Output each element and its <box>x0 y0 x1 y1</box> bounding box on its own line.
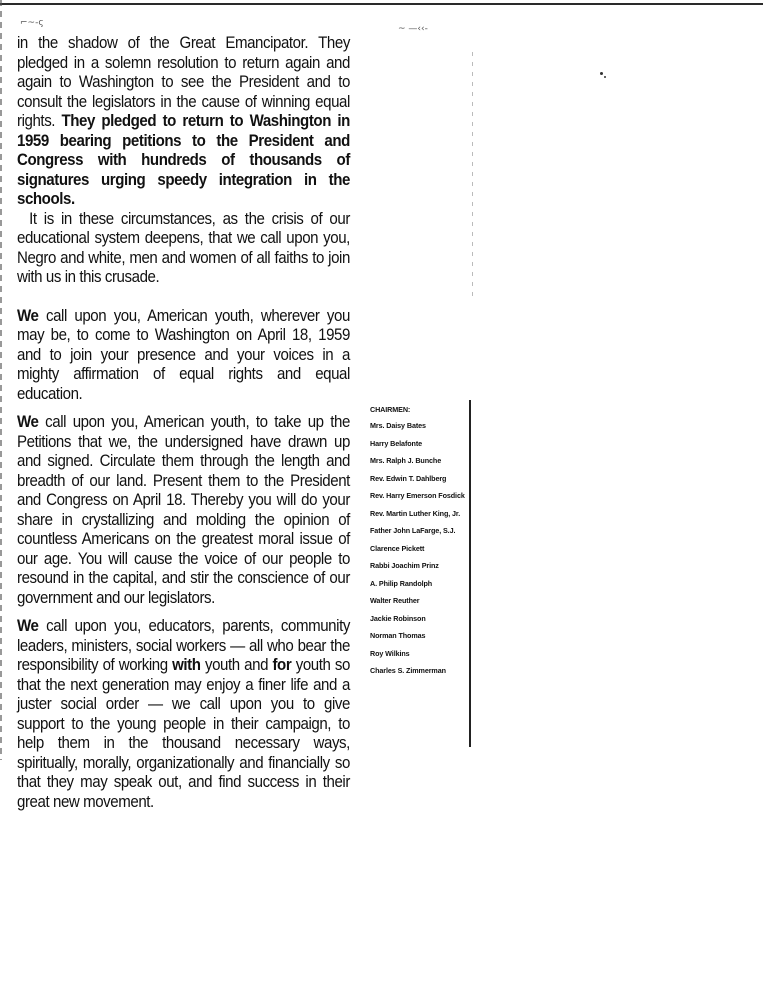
chairman-name: Father John LaFarge, S.J. <box>370 526 456 535</box>
chairmen-names <box>370 420 470 683</box>
bold-text-run: for <box>272 656 292 674</box>
text-run: youth and <box>200 656 273 674</box>
body-paragraph <box>17 210 350 288</box>
chairman-name: Clarence Pickett <box>370 543 425 553</box>
text-run: youth so that the next generation may enjoy a finer life and a juster social order — we call upon you to give support to the young people in their campaign, to help them in the thousand necessary ways, spiritually, morally, organizationally and financially so that they may speak out, and find success in their great new movement. <box>17 656 350 811</box>
chairman-name: Walter Reuther <box>370 596 420 605</box>
speck <box>604 76 606 78</box>
top-border-rule <box>0 3 763 5</box>
chairman-name: Norman Thomas <box>370 631 426 640</box>
appeal-body-text <box>17 34 350 812</box>
chairman-name: Rev. Edwin T. Dahlberg <box>370 473 447 483</box>
chairmen-heading: CHAIRMEN: <box>370 405 411 414</box>
body-paragraph <box>17 617 350 812</box>
body-paragraph <box>17 413 350 608</box>
speck <box>600 72 603 75</box>
chairman-name: Rev. Harry Emerson Fosdick <box>370 491 465 500</box>
chairman-name: Charles S. Zimmerman <box>370 666 446 675</box>
text-run: call upon you, American youth, wherever you may be, to come to Washington on April 18, 1959 and to join your presence and your voices in a mighty affirmation of equal rights and equal education. <box>17 306 350 403</box>
chairman-name: Jackie Robinson <box>370 613 426 623</box>
bold-text-run: with <box>172 656 201 674</box>
bold-text-run: They pledged to return to Washington in 1959 bearing petitions to the President and Congress with hundreds of thousands of signatures urging speedy integration in the schools. <box>17 112 350 208</box>
text-run: call upon you, American youth, to take up the Petitions that we, the undersigned have drawn up and signed. Circulate them through the length and breadth of our land. Present them to the President and Congress on April 18. Thereby you will do your share in crystallizing and molding the opinion of countless Americans on the greatest moral issue of our age. You will cause the voice of our people to resound in the capital, and stir the conscience of our government and our legislators. <box>17 413 350 607</box>
bold-text-run: We <box>17 617 39 635</box>
chairmen-list <box>370 405 470 683</box>
chairman-name: Rabbi Joachim Prinz <box>370 561 439 570</box>
body-paragraph <box>17 34 350 210</box>
text-run: call upon you, educators, parents, community leaders, ministers, social workers — all who bear the responsibility of working <box>17 617 350 674</box>
chairman-name: Rev. Martin Luther King, Jr. <box>370 508 461 518</box>
chairman-name: Harry Belafonte <box>370 438 423 448</box>
chairman-name: Roy Wilkins <box>370 648 410 658</box>
chairman-name: Mrs. Daisy Bates <box>370 421 426 430</box>
bold-text-run: We <box>17 306 39 325</box>
top-right-smudge: ~ —‹‹- <box>398 24 428 34</box>
body-paragraph <box>17 307 350 405</box>
text-run: It is in these circumstances, as the crisis of our educational system deepens, that we call upon you, Negro and white, men and women of all faiths to join with us in this crusade. <box>17 209 350 286</box>
text-run: in the shadow of the Great Emancipator. They pledged in a solemn resolution to return again and again to Washington to see the President and to consult the legislators in the cause of winning equal rights. <box>17 34 350 130</box>
left-scan-edge <box>0 0 2 760</box>
top-left-smudge: ⌐~-ς <box>20 18 44 28</box>
chairman-name: Mrs. Ralph J. Bunche <box>370 456 442 465</box>
faint-column-rule <box>472 52 473 302</box>
chairman-name: A. Philip Randolph <box>370 578 433 588</box>
bold-text-run: We <box>17 413 39 431</box>
